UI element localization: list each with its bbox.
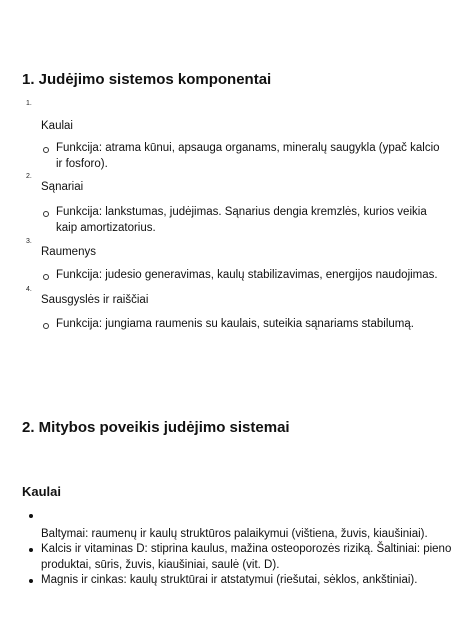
list-item-detail: Funkcija: jungiama raumenis su kaulais, suteikia sąnariams stabilumą. [56, 318, 414, 330]
circle-bullet-icon [43, 211, 49, 217]
bullet-icon [29, 579, 33, 583]
list-item-title: Kaulai [41, 120, 73, 132]
list-number: 4. [26, 286, 32, 293]
list-item-title: Sausgyslės ir raiščiai [41, 294, 149, 306]
list-number: 1. [26, 100, 32, 107]
section-1-heading: 1. Judėjimo sistemos komponentai [22, 71, 272, 88]
list-item-title: Raumenys [41, 246, 96, 258]
list-number: 3. [26, 238, 32, 245]
list-number: 2. [26, 173, 32, 180]
list-item: Magnis ir cinkas: kaulų struktūrai ir atstatymui (riešutai, sėklos, ankštiniai). [41, 574, 418, 586]
circle-bullet-icon [43, 323, 49, 329]
list-item-detail: Funkcija: lankstumas, judėjimas. Sąnarius dengia kremzlės, kurios veikia kaip amortizatorius. [56, 206, 427, 234]
list-item-detail: Funkcija: atrama kūnui, apsauga organams, mineralų saugykla (ypač kalcio ir fosforo). [56, 142, 440, 170]
bullet-icon [29, 514, 33, 518]
circle-bullet-icon [43, 147, 49, 153]
section-2-heading: 2. Mitybos poveikis judėjimo sistemai [22, 419, 290, 436]
bullet-icon [29, 548, 33, 552]
circle-bullet-icon [43, 274, 49, 280]
subsection-heading: Kaulai [22, 484, 62, 499]
list-item: Baltymai: raumenų ir kaulų struktūros palaikymui (vištiena, žuvis, kiaušiniai). [41, 528, 428, 540]
list-item-detail: Funkcija: judesio generavimas, kaulų stabilizavimas, energijos naudojimas. [56, 269, 438, 281]
list-item-title: Sąnariai [41, 181, 84, 193]
list-item: Kalcis ir vitaminas D: stiprina kaulus, mažina osteoporozės riziką. Šaltiniai: pieno produktai, sūris, žuvis, kiaušiniai, saulė (vit. D). [41, 543, 452, 571]
